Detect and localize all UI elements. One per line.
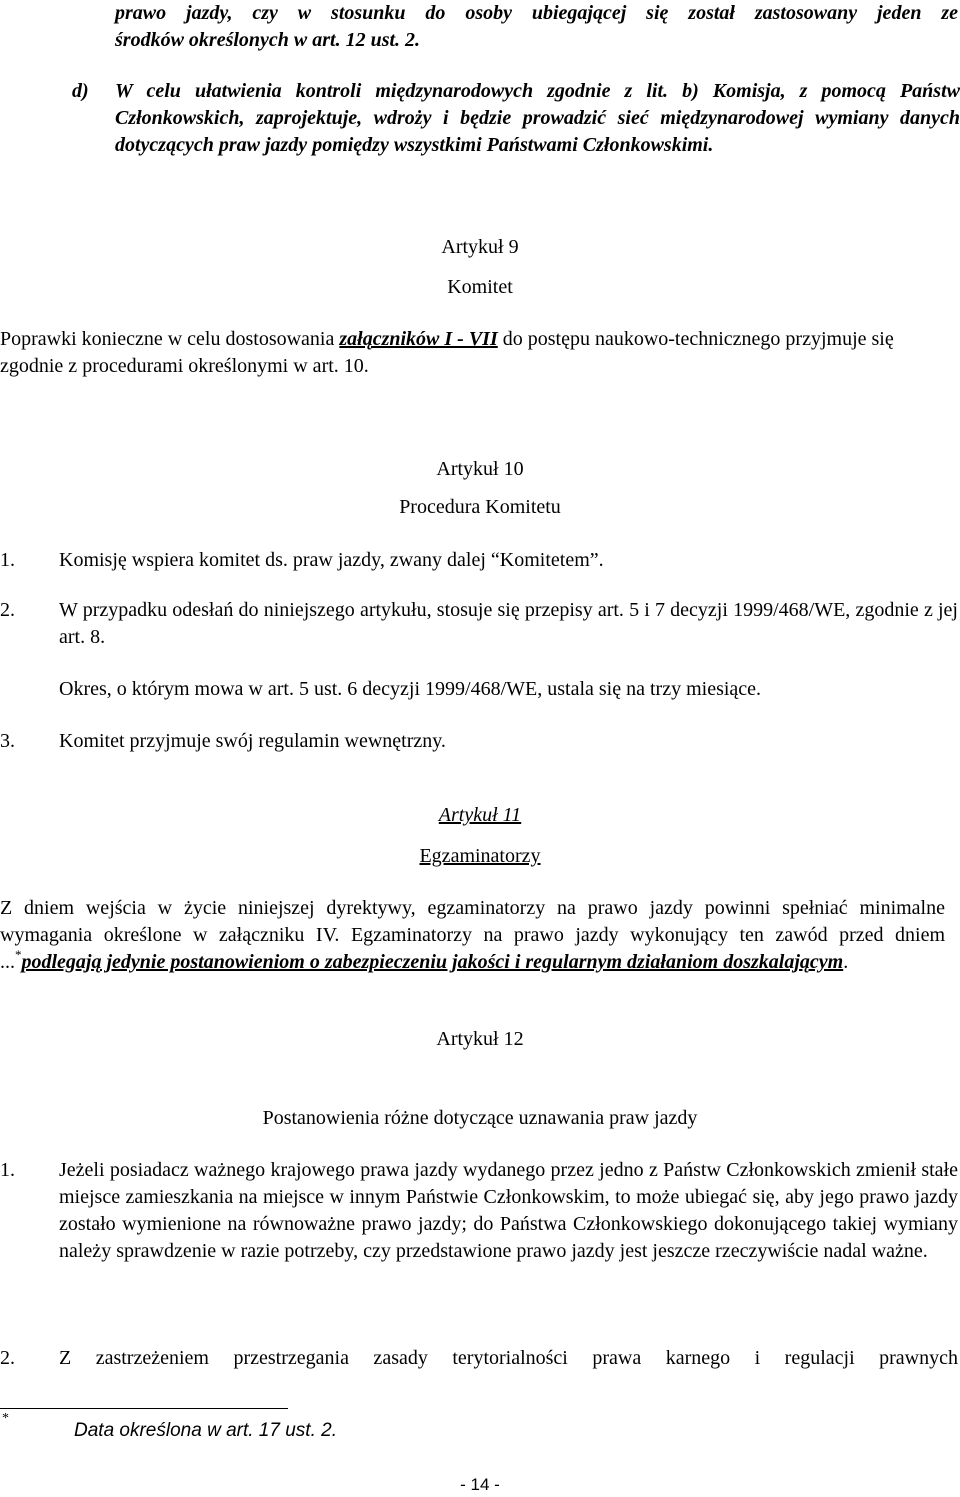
art9-title: Komitet <box>447 276 513 298</box>
art10-item-2-num: 2. <box>0 599 15 621</box>
footnote-reference[interactable]: * <box>15 947 22 962</box>
art11-heading: Artykuł 11 <box>438 804 522 826</box>
art9-text <box>0 326 945 380</box>
art10-item-1-num: 1. <box>0 549 15 571</box>
art9-text-before: Poprawki konieczne w celu dostosowania <box>0 328 340 350</box>
art12-item-2-text: Z zastrzeżeniem przestrzegania zasady terytorialności prawa karnego i regulacji prawnych <box>59 1347 958 1369</box>
item-d-text: W celu ułatwienia kontroli międzynarodowych zgodnie z lit. b) Komisja, z pomocą Państw Członkowskich, zaprojektuje, wdroży i będzie prowadzić sieć międzynarodowej wymiany danych dotyczących praw jazdy pomiędzy wszystkimi Państwami Członkowskimi. <box>115 80 960 156</box>
page-number: - 14 - <box>460 1475 500 1494</box>
art11-text <box>0 895 945 976</box>
art10-title: Procedura Komitetu <box>399 496 561 518</box>
art11-title: Egzaminatorzy <box>419 845 541 867</box>
art11-text-end: . <box>843 951 849 973</box>
art10-item-2b-text: Okres, o którym mowa w art. 5 ust. 6 decyzji 1999/468/WE, ustala się na trzy miesiące. <box>59 678 762 700</box>
footnote-text: Data określona w art. 17 ust. 2. <box>74 1420 337 1441</box>
footnote-mark: * <box>2 1411 9 1426</box>
art12-heading: Artykuł 12 <box>436 1028 524 1050</box>
art12-item-1-num: 1. <box>0 1159 15 1181</box>
art9-text-emph: załączników I - VII <box>339 328 498 350</box>
art9-heading: Artykuł 9 <box>441 236 519 258</box>
footnote-separator <box>0 1408 288 1409</box>
art9-text-after: do postępu naukowo-technicznego przyjmuje się zgodnie z procedurami określonymi w art. 10. <box>0 328 894 377</box>
art11-text-emph: podlegają jedynie postanowieniom o zabezpieczeniu jakości i regularnym działaniom doszkalającym <box>21 951 844 973</box>
art12-item-2-num: 2. <box>0 1347 15 1369</box>
art10-item-3-text: Komitet przyjmuje swój regulamin wewnętrzny. <box>59 730 446 752</box>
item-d-marker: d) <box>72 80 89 102</box>
art10-heading: Artykuł 10 <box>436 458 524 480</box>
top-line-1: prawo jazdy, czy w stosunku do osoby ubiegającej się został zastosowany jeden ze <box>115 2 958 24</box>
art12-item-1-text: Jeżeli posiadacz ważnego krajowego prawa jazdy wydanego przez jedno z Państw Członkowskich zmienił stałe miejsce zamieszkania na miejsce w innym Państwie Członkowskim, to może ubiegać się, aby jego prawo jazdy zostało wymienione na równoważne prawo jazdy; do Państwa Członkowskiego dokonującego takiej wymiany należy sprawdzenie w razie potrzeby, czy przedstawione prawo jazdy jest jeszcze rzeczywiście nadal ważne. <box>59 1159 958 1262</box>
art10-item-3-num: 3. <box>0 730 15 752</box>
art11-text-plain: Z dniem wejścia w życie niniejszej dyrektywy, egzaminatorzy na prawo jazdy powinni spełniać minimalne wymagania określone w załączniku IV. Egzaminatorzy na prawo jazdy wykonujący ten zawód przed dniem ... <box>0 897 945 973</box>
art10-item-1-text: Komisję wspiera komitet ds. praw jazdy, zwany dalej “Komitetem”. <box>59 549 604 571</box>
art12-title: Postanowienia różne dotyczące uznawania praw jazdy <box>262 1107 698 1129</box>
art10-item-2-text: W przypadku odesłań do niniejszego artykułu, stosuje się przepisy art. 5 i 7 decyzji 1999/468/WE, zgodnie z jej art. 8. <box>59 599 958 648</box>
top-line-2: środków określonych w art. 12 ust. 2. <box>115 29 421 51</box>
